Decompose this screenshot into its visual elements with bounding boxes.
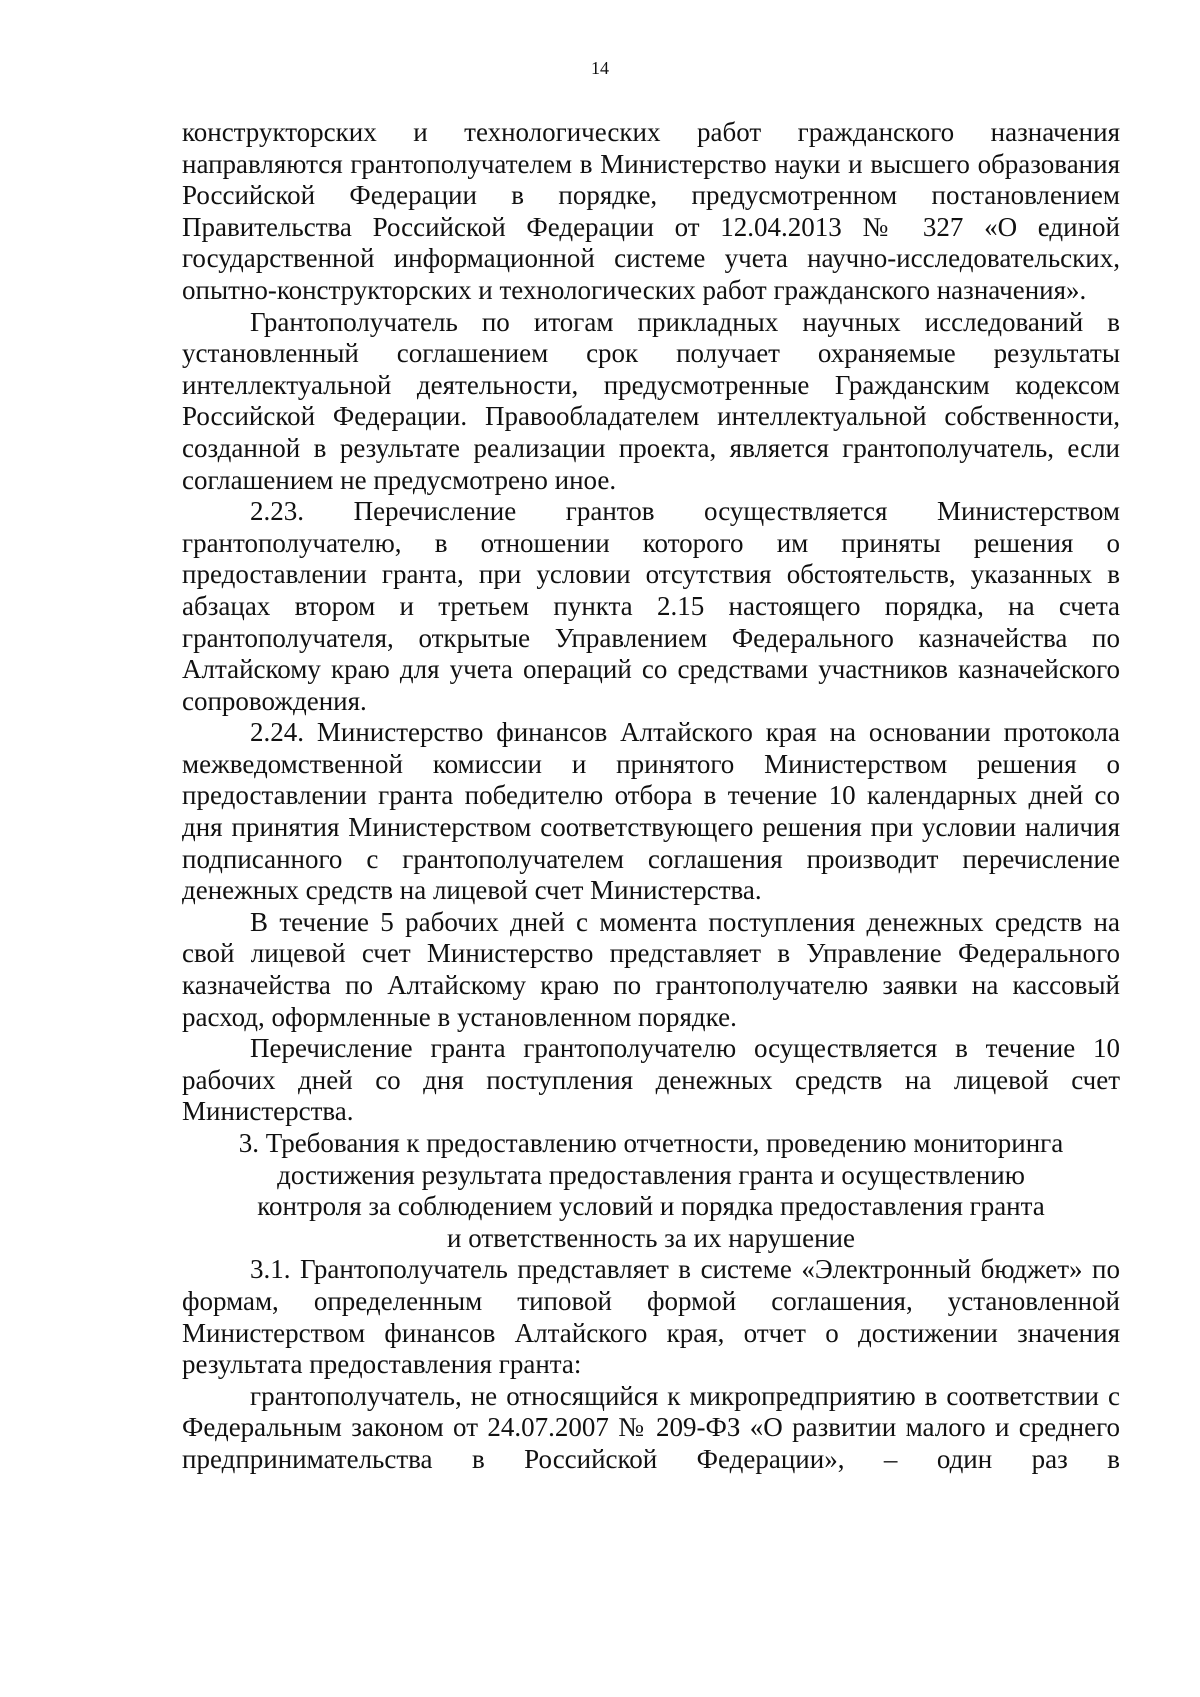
paragraph: 3.1. Грантополучатель представляет в системе «Электронный бюджет» по формам, определенным типовой формой соглашения, установленной Министерством финансов Алтайского края, отчет о достижении значения результата предоставления гранта: xyxy=(182,1254,1120,1380)
section-heading-line: 3. Требования к предоставлению отчетности, проведению мониторинга xyxy=(238,1128,1064,1158)
section-heading xyxy=(182,1128,1120,1254)
paragraph: 2.24. Министерство финансов Алтайского края на основании протокола межведомственной комиссии и принятого Министерством решения о предоставлении гранта победителю отбора в течение 10 календарных дней со дня принятия Министерством соответствующего решения при условии наличия подписанного с грантополучателем соглашения производит перечисление денежных средств на лицевой счет Министерства. xyxy=(182,717,1120,906)
section-heading-line: и ответственность за их нарушение xyxy=(447,1222,855,1253)
document-body xyxy=(182,117,1120,1476)
section-heading-line: достижения результата предоставления гранта и осуществлению xyxy=(277,1159,1025,1190)
paragraph: 2.23. Перечисление грантов осуществляется Министерством грантополучателю, в отношении которого им приняты решения о предоставлении гранта, при условии отсутствия обстоятельств, указанных в абзацах втором и третьем пункта 2.15 настоящего порядка, на счета грантополучателя, открытые Управлением Федерального казначейства по Алтайскому краю для учета операций со средствами участников казначейского сопровождения. xyxy=(182,496,1120,716)
paragraph: В течение 5 рабочих дней с момента поступления денежных средств на свой лицевой счет Министерство представляет в Управление Федерального казначейства по Алтайскому краю по грантополучателю заявки на кассовый расход, оформленные в установленном порядке. xyxy=(182,906,1120,1032)
section-heading-line: контроля за соблюдением условий и порядка предоставления гранта xyxy=(257,1191,1045,1222)
paragraph: конструкторских и технологических работ гражданского назначения направляются грантополучателем в Министерство науки и высшего образования Российской Федерации в порядке, предусмотренном постановлением Правительства Российской Федерации от 12.04.2013 № 327 «О единой государственной информационной системе учета научно-исследовательских, опытно-конструкторских и технологических работ гражданского назначения». xyxy=(182,117,1120,305)
page-number: 14 xyxy=(591,58,609,78)
paragraph: грантополучатель, не относящийся к микропредприятию в соответствии с Федеральным законом от 24.07.2007 № 209-ФЗ «О развитии малого и среднего предпринимательства в Российской Федерации», – один раз в xyxy=(182,1380,1120,1474)
paragraph: Грантополучатель по итогам прикладных научных исследований в установленный соглашением срок получает охраняемые результаты интеллектуальной деятельности, предусмотренные Гражданским кодексом Российской Федерации. Правообладателем интеллектуальной собственности, созданной в результате реализации проекта, является грантополучатель, если соглашением не предусмотрено иное. xyxy=(182,306,1120,495)
paragraph: Перечисление гранта грантополучателю осуществляется в течение 10 рабочих дней со дня поступления денежных средств на лицевой счет Министерства. xyxy=(182,1033,1120,1127)
